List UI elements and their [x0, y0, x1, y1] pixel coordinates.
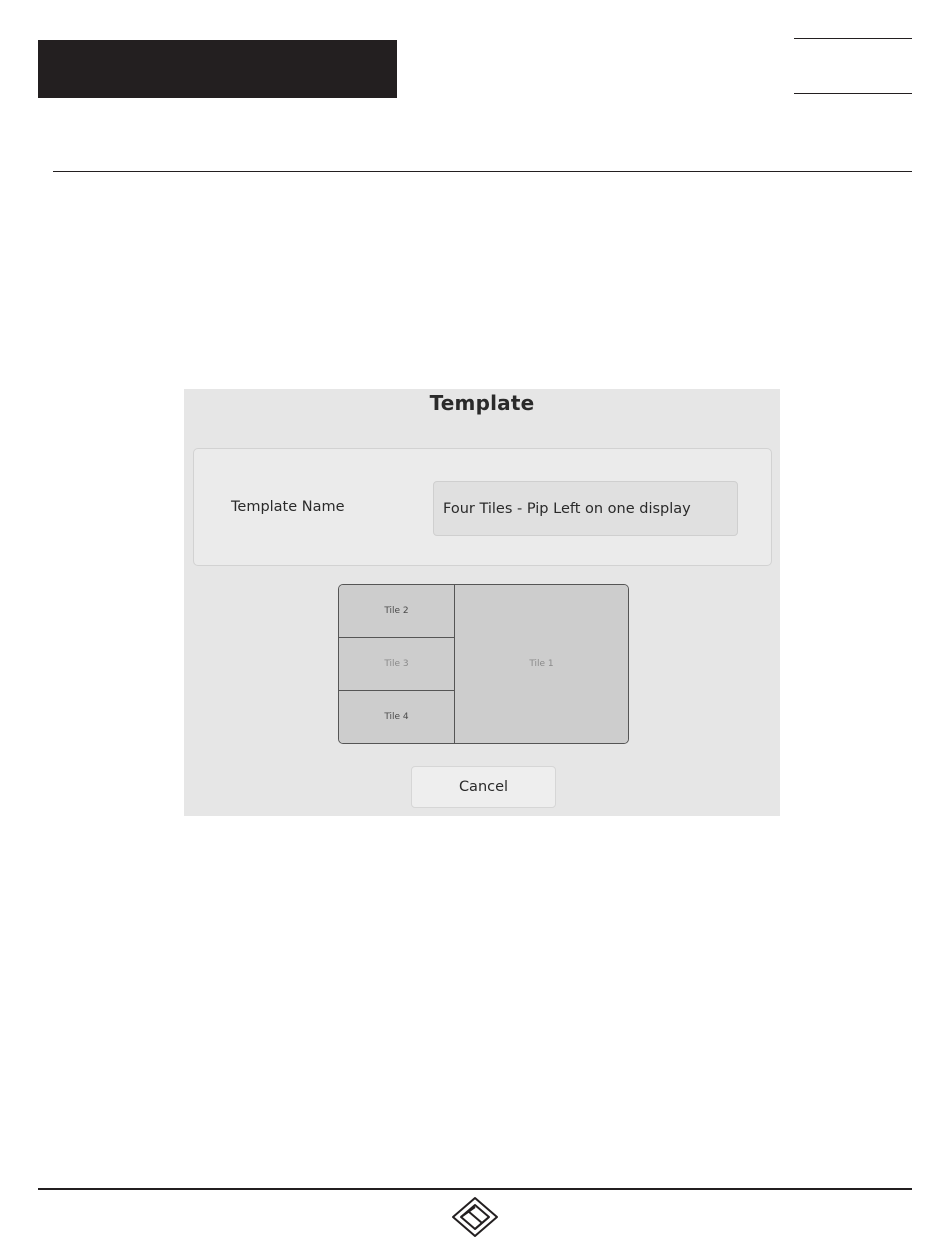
- layout-preview: [338, 584, 629, 744]
- cancel-button[interactable]: Cancel: [411, 766, 556, 808]
- tile-4[interactable]: Tile 4: [339, 691, 455, 743]
- footer-rule: [38, 1188, 912, 1190]
- header-rule-top: [794, 38, 912, 39]
- template-name-input[interactable]: [433, 481, 738, 536]
- tile-2[interactable]: Tile 2: [339, 585, 455, 638]
- template-name-panel: [193, 448, 772, 566]
- black-box-cube-logo-icon: [451, 1196, 499, 1238]
- template-name-label: Template Name: [231, 499, 345, 515]
- template-dialog: [184, 389, 780, 816]
- dialog-title: Template: [429, 391, 535, 415]
- header-rule-bottom: [794, 93, 912, 94]
- section-divider: [53, 171, 912, 172]
- header-title-bar: [38, 40, 397, 98]
- tile-1[interactable]: Tile 1: [455, 585, 628, 743]
- tile-3[interactable]: Tile 3: [339, 638, 455, 691]
